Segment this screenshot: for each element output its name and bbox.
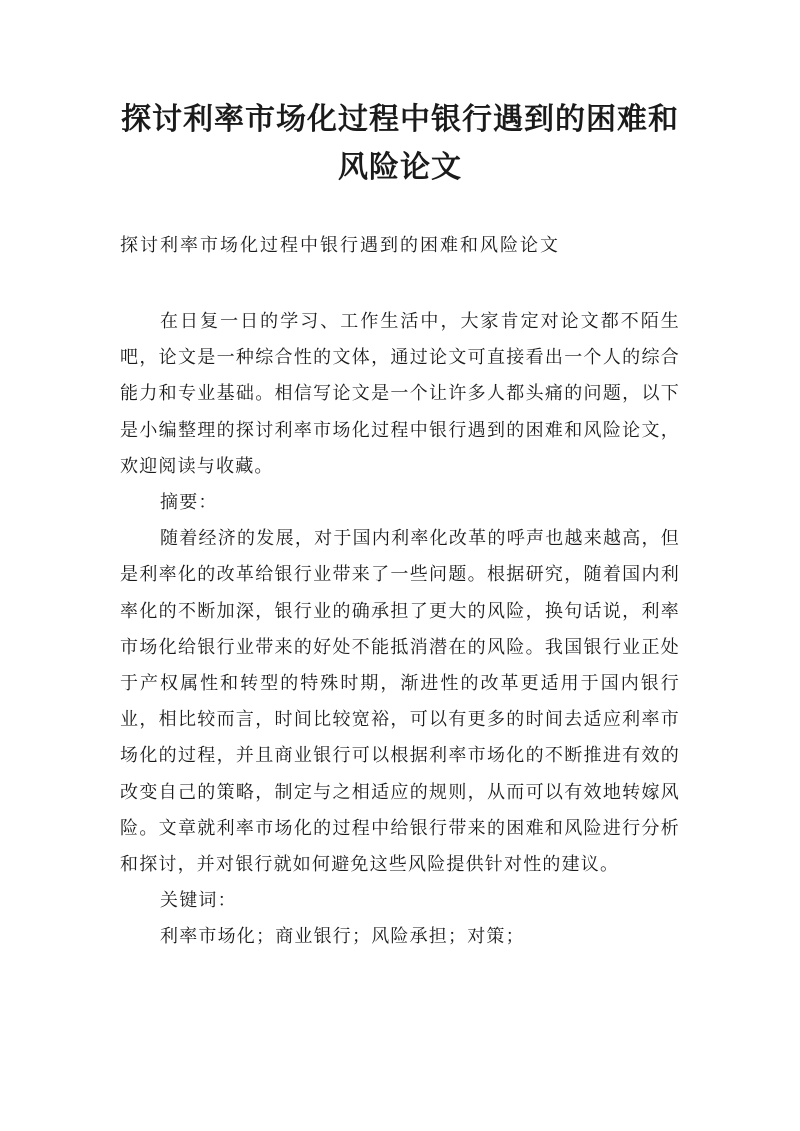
abstract-paragraph: 随着经济的发展，对于国内利率化改革的呼声也越来越高，但是利率化的改革给银行业带来了一些问题。根据研究，随着国内利率化的不断加深，银行业的确承担了更大的风险，换句话说，利率市场化给银行业带来的好处不能抵消潜在的风险。我国银行业正处于产权属性和转型的特殊时期，渐进性的改革更适用于国内银行业，相比较而言，时间比较宽裕，可以有更多的时间去适应利率市场化的过程，并且商业银行可以根据利率市场化的不断推进有效的改变自己的策略，制定与之相适应的规则，从而可以有效地转嫁风险。文章就利率市场化的过程中给银行带来的困难和风险进行分析和探讨，并对银行就如何避免这些风险提供针对性的建议。 xyxy=(120,528,680,876)
document-title: 探讨利率市场化过程中银行遇到的困难和风险论文 xyxy=(121,102,679,185)
keywords-label: 关键词： xyxy=(160,890,237,912)
document-subtitle: 探讨利率市场化过程中银行遇到的困难和风险论文 xyxy=(120,235,560,256)
intro-paragraph: 在日复一日的学习、工作生活中，大家肯定对论文都不陌生吧，论文是一种综合性的文体，通过论文可直接看出一个人的综合能力和专业基础。相信写论文是一个让许多人都头痛的问题，以下是小编整理的探讨利率市场化过程中银行遇到的困难和风险论文，欢迎阅读与收藏。 xyxy=(120,311,680,477)
abstract-label: 摘要： xyxy=(160,492,218,514)
keywords-paragraph: 利率市场化；商业银行；风险承担；对策； xyxy=(160,926,525,948)
document-body xyxy=(120,304,680,956)
